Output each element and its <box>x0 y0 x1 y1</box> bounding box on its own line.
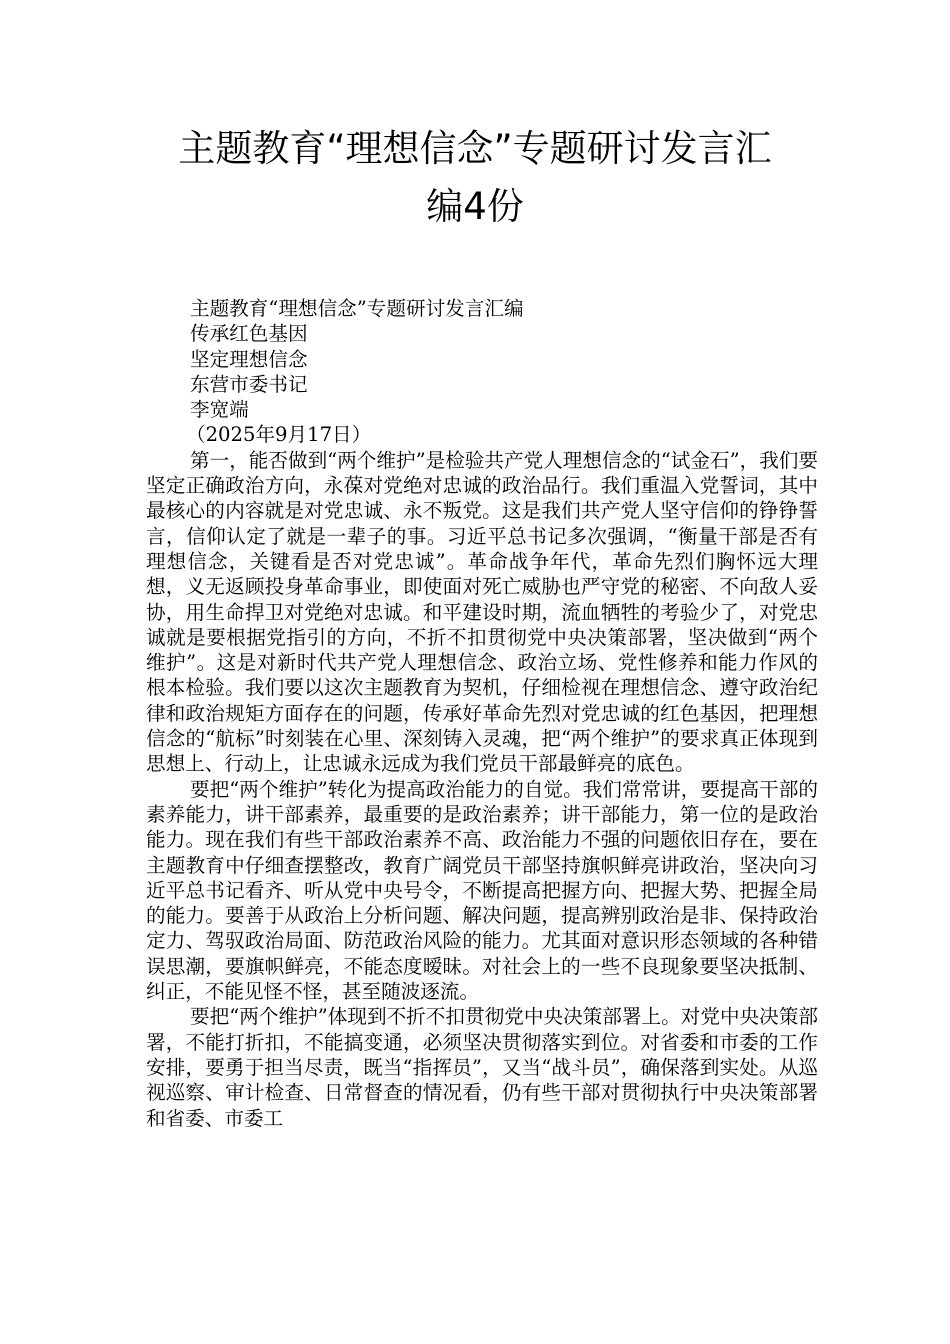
title-line-1: 主题教育“理想信念”专题研讨发言汇 <box>178 127 772 170</box>
paragraph-2: 要把“两个维护”转化为提高政治能力的自觉。我们常常讲，要提高干部的素养能力，讲干部素养，最重要的是政治素养；讲干部能力，第一位的是政治能力。现在我们有些干部政治素养不高、政治能力不强的问题依旧存在，要在主题教育中仔细查摆整改，教育广阔党员干部坚持旗帜鲜亮讲政治，坚决向习近平总书记看齐、听从党中央号令，不断提高把握方向、把握大势、把握全局的能力。要善于从政治上分析问题、解决问题，提高辨别政治是非、保持政治定力、驾驭政治局面、防范政治风险的能力。尤其面对意识形态领域的各种错误思潮，要旗帜鲜亮，不能态度暧昧。对社会上的一些不良现象要坚决抵制、纠正，不能见怪不怪，甚至随波逐流。 <box>146 777 818 1004</box>
author-title: 东营市委书记 <box>190 372 308 396</box>
speech-date: （2025年9月17日） <box>186 423 372 447</box>
document-title <box>140 120 810 236</box>
document-body <box>146 296 818 1131</box>
author-name: 李宽端 <box>190 398 249 422</box>
section-heading: 主题教育“理想信念”专题研讨发言汇编 <box>190 297 524 320</box>
paragraph-3: 要把“两个维护”体现到不折不扣贯彻党中央决策部署上。对党中央决策部署，不能打折扣，不能搞变通，必须坚决贯彻落实到位。对省委和市委的工作安排，要勇于担当尽责，既当“指挥员”，又当“战斗员”，确保落到实处。从巡视巡察、审计检查、日常督查的情况看，仍有些干部对贯彻执行中央决策部署和省委、市委工 <box>146 1005 818 1130</box>
title-line-2: 编4份 <box>426 185 524 228</box>
subtitle-2: 坚定理想信念 <box>190 347 308 371</box>
subtitle-1: 传承红色基因 <box>190 322 308 346</box>
paragraph-1: 第一，能否做到“两个维护”是检验共产党人理想信念的“试金石”，我们要坚定正确政治方向，永葆对党绝对忠诚的政治品行。我们重温入党誓词，其中最核心的内容就是对党忠诚、永不叛党。这是我们共产党人坚守信仰的铮铮誓言，信仰认定了就是一辈子的事。习近平总书记多次强调，“衡量干部是否有理想信念，关键看是否对党忠诚”。革命战争年代，革命先烈们胸怀远大理想，义无返顾投身革命事业，即使面对死亡威胁也严守党的秘密、不向敌人妥协，用生命捍卫对党绝对忠诚。和平建设时期，流血牺牲的考验少了，对党忠诚就是要根据党指引的方向，不折不扣贯彻党中央决策部署，坚决做到“两个维护”。这是对新时代共产党人理想信念、政治立场、党性修养和能力作风的根本检验。我们要以这次主题教育为契机，仔细检视在理想信念、遵守政治纪律和政治规矩方面存在的问题，传承好革命先烈对党忠诚的红色基因，把理想信念的“航标”时刻装在心里、深刻铸入灵魂，把“两个维护”的要求真正体现到思想上、行动上，让忠诚永远成为我们党员干部最鲜亮的底色。 <box>146 448 818 776</box>
